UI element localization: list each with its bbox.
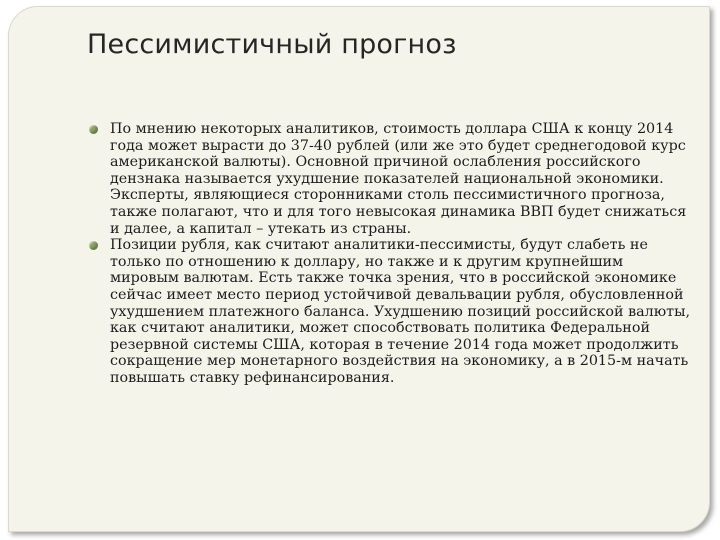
- bullet-text: Позиции рубля, как считают аналитики-пессимисты, будут слабеть не только по отношению к доллару, но также и к другим крупнейшим мировым валютам. Есть также точка зрения, что в российской экономике сейчас имеет место период устойчивой девальвации рубля, обусловленной ухудшением платежного баланса. Ухудшению позиций российской валюты, как считают аналитики, может способствовать политика Федеральной резервной системы США, которая в течение 2014 года может продолжить сокращение мер монетарного воздействия на экономику, а в 2015-м начать повышать ставку рефинансирования.: [110, 237, 691, 386]
- bullet-text: По мнению некоторых аналитиков, стоимость доллара США к концу 2014 года может вырасти до 37-40 рублей (или же это будет среднегодовой курс американской валюты). Основной причиной ослабления российского дензнака называется ухудшение показателей национальной экономики. Эксперты, являющиеся сторонниками столь пессимистичного прогноза, также полагают, что и для того невысокая динамика ВВП будет снижаться и далее, а капитал – утекать из страны.: [110, 121, 687, 237]
- bullet-dot-icon: [89, 125, 98, 134]
- slide-title: Пессимистичный прогноз: [87, 29, 457, 60]
- bullet-list: [87, 121, 691, 387]
- bullet-item: [87, 237, 691, 386]
- bullet-dot-icon: [89, 241, 98, 250]
- bullet-item: [87, 121, 691, 237]
- slide-frame: [8, 6, 710, 532]
